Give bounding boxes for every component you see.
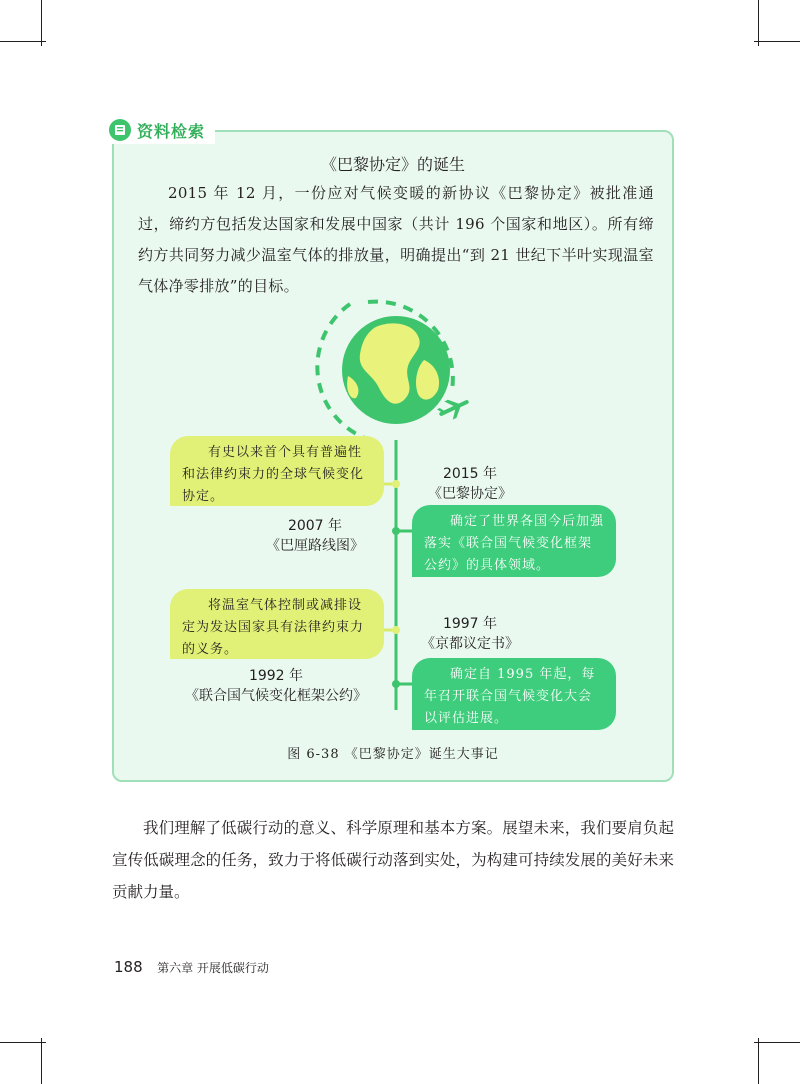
event-1997-description: 将温室气体控制或减排设定为发达国家具有法律约束力的义务。	[170, 589, 384, 659]
event-2015-label	[410, 464, 530, 504]
event-2007-description: 确定了世界各国今后加强落实《联合国气候变化框架公约》的具体领域。	[412, 505, 616, 577]
crop-mark	[758, 0, 759, 46]
event-name: 《京都议定书》	[421, 636, 519, 652]
event-year: 2007 年	[287, 518, 343, 534]
intro-paragraph: 2015 年 12 月，一份应对气候变暖的新协议《巴黎协定》被批准通过，缔约方包括发达国家和发展中国家（共计 196 个国家和地区）。所有缔约方共同努力减少温室气体的排放量，明确提出“到 21 世纪下半叶实现温室气体净零排放”的目标。	[138, 184, 654, 295]
event-2007-label	[250, 516, 380, 556]
crop-mark	[41, 1038, 42, 1084]
event-1997-label	[410, 614, 530, 654]
crop-mark	[754, 1042, 800, 1043]
page-footer	[114, 958, 269, 976]
box-title: 《巴黎协定》的诞生	[320, 155, 465, 174]
event-year: 1992 年	[248, 668, 304, 684]
crop-mark	[758, 1038, 759, 1084]
event-name: 《巴厘路线图》	[266, 538, 364, 554]
crop-mark	[0, 1042, 46, 1043]
event-1992-label	[176, 666, 376, 706]
body-paragraph: 我们理解了低碳行动的意义、科学原理和基本方案。展望未来，我们要肩负起宣传低碳理念的任务，致力于将低碳行动落到实处，为构建可持续发展的美好未来贡献力量。	[112, 819, 674, 901]
event-1992-description: 确定自 1995 年起，每年召开联合国气候变化大会以评估进展。	[412, 658, 616, 730]
event-year: 2015 年	[442, 466, 498, 482]
figure-caption: 图 6-38 《巴黎协定》诞生大事记	[287, 747, 499, 762]
page-number: 188	[114, 958, 143, 976]
event-2015-description: 有史以来首个具有普遍性和法律约束力的全球气候变化协定。	[170, 436, 384, 506]
event-name: 《联合国气候变化框架公约》	[185, 688, 367, 704]
crop-mark	[0, 41, 46, 42]
sidebar-tag-label: 资料检索	[137, 121, 206, 141]
event-year: 1997 年	[442, 616, 498, 632]
crop-mark	[41, 0, 42, 46]
sidebar-tag	[105, 116, 215, 144]
event-name: 《巴黎协定》	[428, 486, 512, 502]
crop-mark	[754, 41, 800, 42]
book-icon	[109, 119, 131, 141]
chapter-title: 第六章 开展低碳行动	[157, 961, 269, 975]
globe-icon	[342, 316, 450, 424]
